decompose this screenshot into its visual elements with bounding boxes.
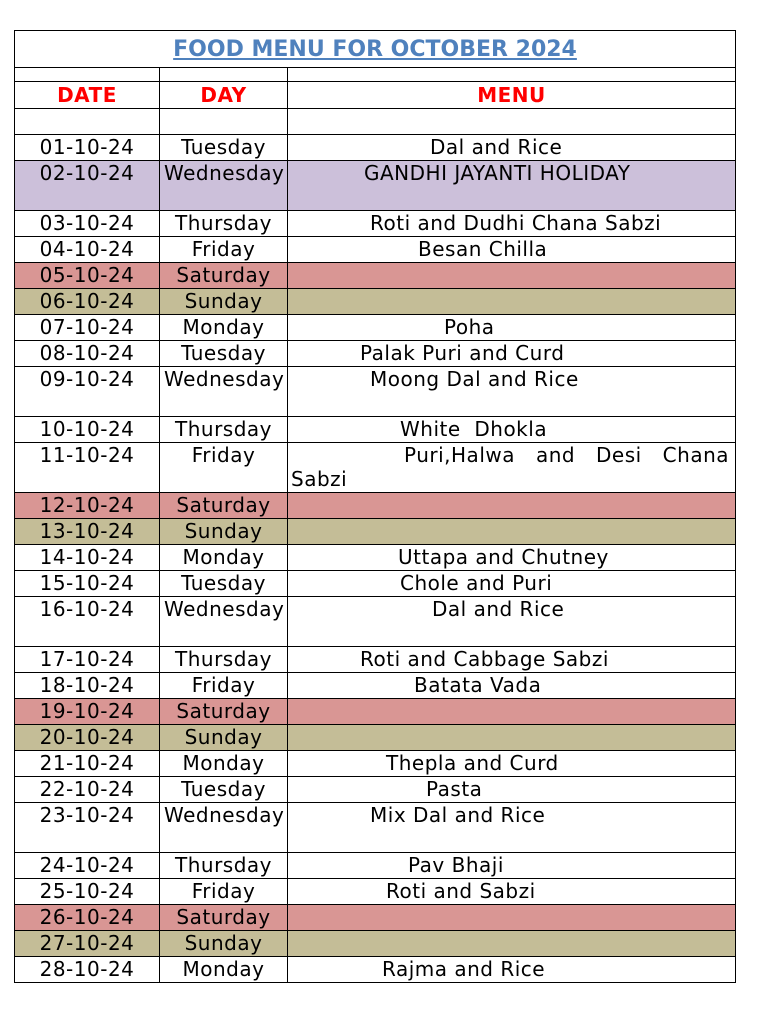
menu-cell [288, 237, 736, 263]
date-cell: 19-10-24 [15, 699, 160, 725]
menu-text: Pasta [426, 777, 483, 801]
table-row [15, 777, 736, 803]
day-cell: Thursday [160, 211, 288, 237]
day-cell: Saturday [160, 493, 288, 519]
menu-cell [288, 135, 736, 161]
table-row [15, 211, 736, 237]
menu-header: MENU [288, 82, 736, 109]
menu-cell [288, 545, 736, 571]
menu-cell [288, 597, 736, 647]
table-row [15, 699, 736, 725]
menu-text: Uttapa and Chutney [398, 545, 609, 569]
table-row [15, 647, 736, 673]
menu-cell [288, 417, 736, 443]
table-row [15, 905, 736, 931]
menu-text: Rajma and Rice [382, 957, 546, 981]
date-cell: 22-10-24 [15, 777, 160, 803]
date-cell: 09-10-24 [15, 367, 160, 417]
menu-text: Palak Puri and Curd [360, 341, 565, 365]
spacer-row [15, 68, 736, 82]
table-row [15, 673, 736, 699]
day-cell: Sunday [160, 519, 288, 545]
menu-text: Batata Vada [414, 673, 542, 697]
menu-cell [288, 519, 736, 545]
date-cell: 05-10-24 [15, 263, 160, 289]
menu-cell [288, 777, 736, 803]
table-row [15, 263, 736, 289]
menu-cell [288, 315, 736, 341]
day-cell: Tuesday [160, 135, 288, 161]
table-row [15, 931, 736, 957]
date-header: DATE [15, 82, 160, 109]
menu-text: GANDHI JAYANTI HOLIDAY [364, 161, 631, 185]
menu-text: Roti and Dudhi Chana Sabzi [370, 211, 662, 235]
day-cell: Friday [160, 879, 288, 905]
day-cell: Thursday [160, 853, 288, 879]
date-cell: 11-10-24 [15, 443, 160, 493]
menu-cell [288, 879, 736, 905]
menu-cell [288, 751, 736, 777]
menu-text: Mix Dal and Rice [370, 803, 546, 827]
date-cell: 21-10-24 [15, 751, 160, 777]
menu-text: Poha [444, 315, 495, 339]
menu-cell [288, 647, 736, 673]
menu-cell [288, 367, 736, 417]
day-cell: Sunday [160, 289, 288, 315]
day-cell: Monday [160, 315, 288, 341]
date-cell: 06-10-24 [15, 289, 160, 315]
menu-cell [288, 931, 736, 957]
table-row [15, 879, 736, 905]
blank-row [15, 109, 736, 135]
menu-cell [288, 341, 736, 367]
date-cell: 16-10-24 [15, 597, 160, 647]
menu-cell [288, 211, 736, 237]
menu-cell [288, 493, 736, 519]
date-cell: 25-10-24 [15, 879, 160, 905]
date-cell: 08-10-24 [15, 341, 160, 367]
day-cell: Monday [160, 751, 288, 777]
table-row [15, 443, 736, 493]
day-cell: Thursday [160, 417, 288, 443]
table-row [15, 571, 736, 597]
table-row [15, 237, 736, 263]
day-cell: Thursday [160, 647, 288, 673]
menu-cell [288, 803, 736, 853]
menu-cell [288, 905, 736, 931]
menu-text: White Dhokla [400, 417, 548, 441]
day-cell: Wednesday [160, 367, 288, 417]
date-cell: 04-10-24 [15, 237, 160, 263]
date-cell: 07-10-24 [15, 315, 160, 341]
day-cell: Sunday [160, 725, 288, 751]
table-row [15, 853, 736, 879]
table-row [15, 519, 736, 545]
date-cell: 12-10-24 [15, 493, 160, 519]
menu-text: Roti and Sabzi [386, 879, 536, 903]
day-cell: Monday [160, 545, 288, 571]
day-cell: Friday [160, 673, 288, 699]
table-row [15, 751, 736, 777]
date-cell: 01-10-24 [15, 135, 160, 161]
date-cell: 24-10-24 [15, 853, 160, 879]
menu-text: Moong Dal and Rice [370, 367, 579, 391]
day-cell: Saturday [160, 263, 288, 289]
page-title: FOOD MENU FOR OCTOBER 2024 [173, 36, 577, 62]
menu-sheet [14, 30, 735, 983]
date-cell: 02-10-24 [15, 161, 160, 211]
menu-cell [288, 263, 736, 289]
menu-table [14, 30, 736, 983]
date-cell: 23-10-24 [15, 803, 160, 853]
table-row [15, 135, 736, 161]
date-cell: 28-10-24 [15, 957, 160, 983]
table-row [15, 597, 736, 647]
day-cell: Wednesday [160, 597, 288, 647]
menu-cell [288, 725, 736, 751]
menu-cell [288, 571, 736, 597]
menu-cell [288, 673, 736, 699]
menu-cell [288, 161, 736, 211]
day-cell: Wednesday [160, 803, 288, 853]
day-cell: Saturday [160, 905, 288, 931]
date-cell: 20-10-24 [15, 725, 160, 751]
day-cell: Tuesday [160, 777, 288, 803]
table-row [15, 957, 736, 983]
day-cell: Monday [160, 957, 288, 983]
table-row [15, 417, 736, 443]
menu-text: Thepla and Curd [386, 751, 559, 775]
date-cell: 18-10-24 [15, 673, 160, 699]
table-row [15, 161, 736, 211]
date-cell: 03-10-24 [15, 211, 160, 237]
header-row [15, 82, 736, 109]
menu-text: Dal and Rice [432, 597, 565, 621]
day-cell: Tuesday [160, 571, 288, 597]
title-row [15, 31, 736, 68]
table-row [15, 315, 736, 341]
menu-text: Besan Chilla [418, 237, 548, 261]
menu-cell [288, 289, 736, 315]
date-cell: 14-10-24 [15, 545, 160, 571]
date-cell: 27-10-24 [15, 931, 160, 957]
day-cell: Friday [160, 443, 288, 493]
menu-text: Chole and Puri [400, 571, 553, 595]
menu-cell [288, 957, 736, 983]
table-row [15, 341, 736, 367]
date-cell: 17-10-24 [15, 647, 160, 673]
table-row [15, 367, 736, 417]
table-row [15, 803, 736, 853]
day-cell: Friday [160, 237, 288, 263]
menu-cell [288, 699, 736, 725]
date-cell: 13-10-24 [15, 519, 160, 545]
table-row [15, 725, 736, 751]
menu-text: Pav Bhaji [408, 853, 504, 877]
day-cell: Saturday [160, 699, 288, 725]
menu-text: Dal and Rice [430, 135, 563, 159]
menu-cell [288, 443, 736, 493]
table-row [15, 289, 736, 315]
date-cell: 10-10-24 [15, 417, 160, 443]
day-header: DAY [160, 82, 288, 109]
date-cell: 15-10-24 [15, 571, 160, 597]
menu-text: Puri,Halwa and Desi Chana Sabzi [291, 443, 730, 491]
table-row [15, 493, 736, 519]
menu-cell [288, 853, 736, 879]
day-cell: Wednesday [160, 161, 288, 211]
day-cell: Sunday [160, 931, 288, 957]
menu-text: Roti and Cabbage Sabzi [360, 647, 609, 671]
day-cell: Tuesday [160, 341, 288, 367]
date-cell: 26-10-24 [15, 905, 160, 931]
table-row [15, 545, 736, 571]
